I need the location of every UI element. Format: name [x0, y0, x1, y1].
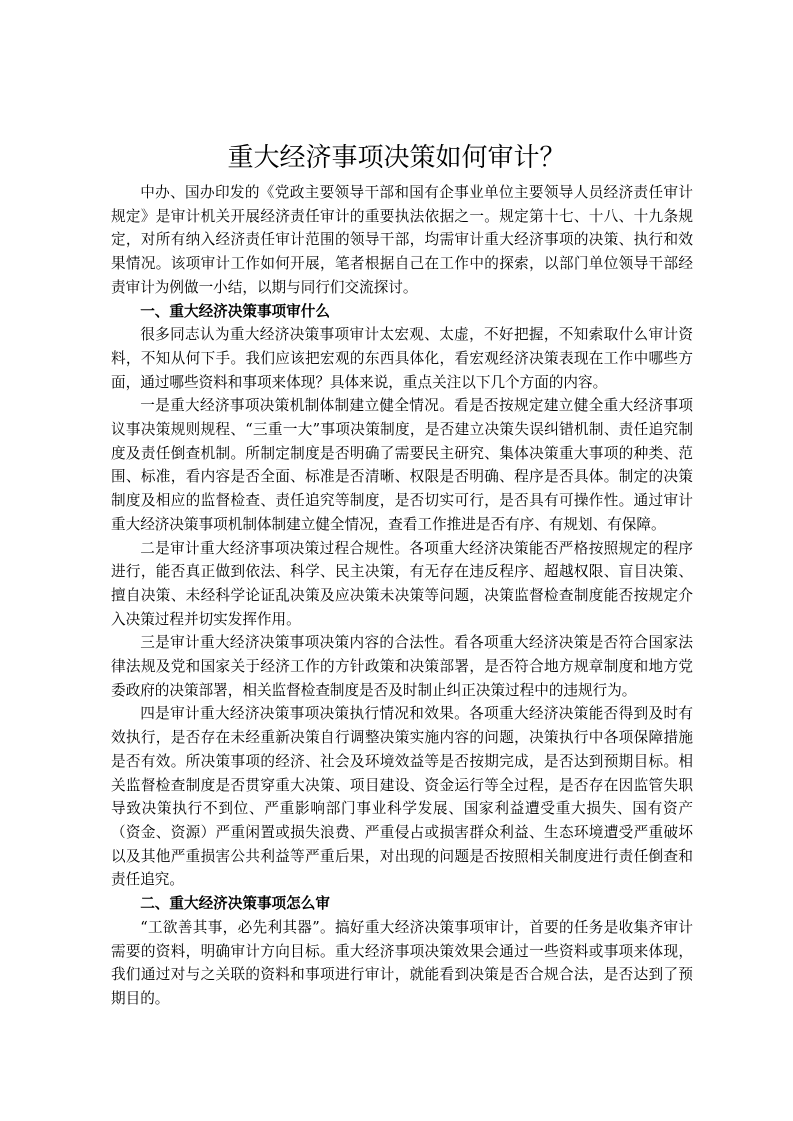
document-body	[111, 181, 693, 1011]
section1-paragraph-1: 很多同志认为重大经济决策事项审计太宏观、太虚，不好把握，不知索取什么审计资料，不知从何下手。我们应该把宏观的东西具体化，看宏观经济决策表现在工作中哪些方面，通过哪些资料和事项来体现？具体来说，重点关注以下几个方面的内容。	[111, 326, 693, 391]
section-heading-1: 一、重大经济决策事项审什么	[140, 302, 330, 320]
section1-paragraph-4: 三是审计重大经济决策事项决策内容的合法性。看各项重大经济决策是否符合国家法律法规及党和国家关于经济工作的方针政策和决策部署，是否符合地方规章制度和地方党委政府的决策部署，相关监督检查制度是否及时制止纠正决策过程中的违规行为。	[111, 634, 693, 699]
section1-paragraph-5: 四是审计重大经济决策事项决策执行情况和效果。各项重大经济决策能否得到及时有效执行，是否存在未经重新决策自行调整决策实施内容的问题，决策执行中各项保障措施是否有效。所决策事项的经济、社会及环境效益等是否按期完成，是否达到预期目标。相关监督检查制度是否贯穿重大决策、项目建设、资金运行等全过程，是否存在因监管失职导致决策执行不到位、严重影响部门事业科学发展、国家利益遭受重大损失、国有资产（资金、资源）严重闲置或损失浪费、严重侵占或损害群众利益、生态环境遭受严重破坏以及其他严重损害公共利益等严重后果，对出现的问题是否按照相关制度进行责任倒查和责任追究。	[111, 705, 693, 889]
section-heading-2: 二、重大经济决策事项怎么审	[140, 895, 330, 913]
section2-paragraph-1: “工欲善其事，必先利其器”。搞好重大经济决策事项审计，首要的任务是收集齐审计需要的资料，明确审计方向目标。重大经济事项决策效果会通过一些资料或事项来体现，我们通过对与之关联的资料和事项进行审计，就能看到决策是否合规合法，是否达到了预期目的。	[111, 918, 693, 1007]
intro-paragraph: 中办、国办印发的《党政主要领导干部和国有企事业单位主要领导人员经济责任审计规定》是审计机关开展经济责任审计的重要执法依据之一。规定第十七、十八、十九条规定，对所有纳入经济责任审计范围的领导干部，均需审计重大经济事项的决策、执行和效果情况。该项审计工作如何开展，笔者根据自己在工作中的探索，以部门单位领导干部经责审计为例做一小结，以期与同行们交流探讨。	[111, 184, 693, 296]
section1-paragraph-3: 二是审计重大经济事项决策过程合规性。各项重大经济决策能否严格按照规定的程序进行，能否真正做到依法、科学、民主决策，有无存在违反程序、超越权限、盲目决策、擅自决策、未经科学论证乱决策及应决策未决策等问题，决策监督检查制度能否按规定介入决策过程并切实发挥作用。	[111, 539, 693, 628]
document-title: 重大经济事项决策如何审计？	[227, 143, 566, 173]
section1-paragraph-2: 一是重大经济事项决策机制体制建立健全情况。看是否按规定建立健全重大经济事项议事决策规则规程、“三重一大”事项决策制度，是否建立决策失误纠错机制、责任追究制度及责任倒查机制。所制定制度是否明确了需要民主研究、集体决策重大事项的种类、范围、标准，看内容是否全面、标准是否清晰、权限是否明确、程序是否具体。制定的决策制度及相应的监督检查、责任追究等制度，是否切实可行，是否具有可操作性。通过审计重大经济决策事项机制体制建立健全情况，查看工作推进是否有序、有规划、有保障。	[111, 397, 693, 533]
